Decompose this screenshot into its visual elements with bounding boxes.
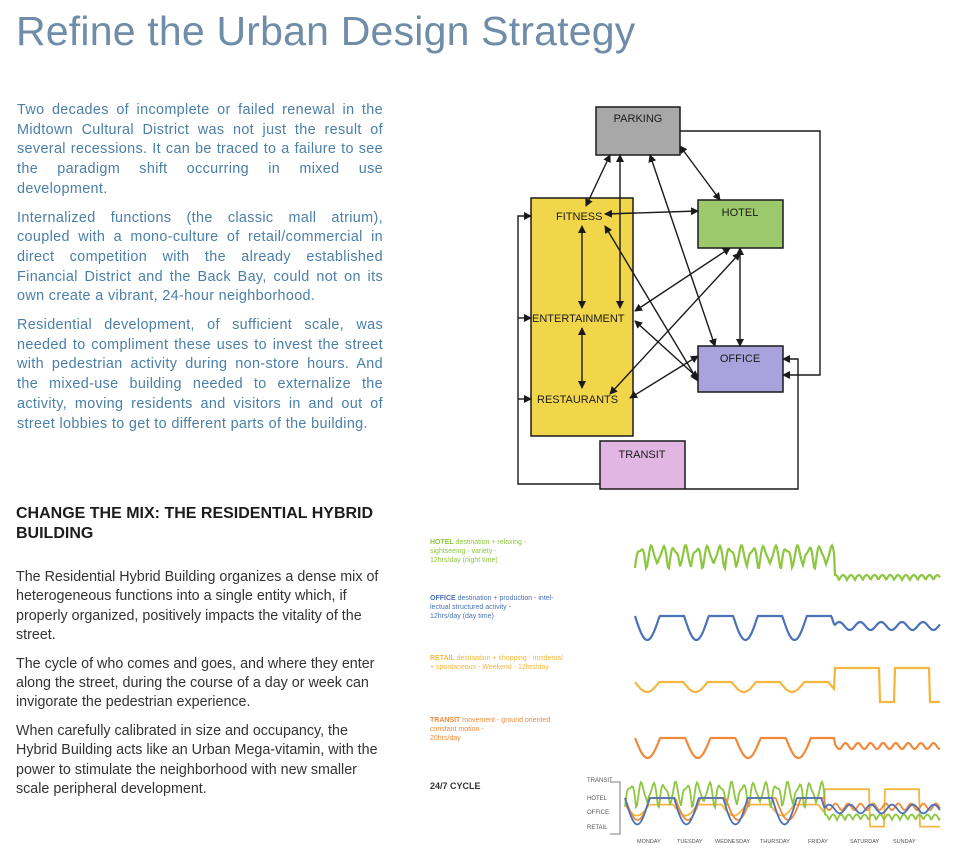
day-label: MONDAY: [637, 839, 661, 845]
hotel-cycle-row: [430, 539, 940, 580]
loop-line-parking-office: [680, 131, 820, 375]
cycle-24-7-label: 24/7 CYCLE: [430, 781, 481, 791]
transit-cycle-title: TRANSIT movement - ground oriented: [430, 717, 551, 724]
day-label: SUNDAY: [893, 839, 916, 845]
retail-cycle-wave: [635, 668, 940, 702]
transit-cycle-row: [430, 717, 940, 758]
day-label: TUESDAY: [677, 839, 703, 845]
intro-text: [17, 101, 383, 443]
office-label: OFFICE: [719, 353, 761, 365]
page-title: Refine the Urban Design Strategy: [16, 8, 636, 54]
hotel-cycle-title: HOTEL destination + relaxing -: [430, 539, 527, 546]
legend-retail: RETAIL: [587, 825, 608, 831]
day-label: THURSDAY: [760, 839, 790, 845]
hotel-cycle-desc: sightseeing - variety -: [430, 548, 497, 555]
occupancy-cycle-chart: [415, 520, 960, 852]
intro-paragraph: Two decades of incomplete or failed renewal in the Midtown Cultural District was not just the result of several recessions. It can be traced to a failure to see the paradigm shift occurring in mixed use development.: [17, 102, 383, 197]
hotel-label: HOTEL: [721, 207, 759, 219]
intro-paragraph: Internalized functions (the classic mall atrium), coupled with a mono-culture of retail/commercial in direct competition with the already established Financial District and the Back Bay, could not on its own create a vibrant, 24-hour neighborhood.: [17, 209, 383, 305]
transit-cycle-desc: constant motion -: [430, 726, 484, 733]
retail-cycle-title: RETAIL destination + shopping - incidental: [430, 655, 563, 662]
legend-bracket: [610, 782, 620, 834]
office-cycle-wave: [635, 616, 940, 640]
body-paragraph: The cycle of who comes and goes, and where they enter along the street, during the course of a day or week can invigorate the pedestrian experience.: [16, 655, 375, 711]
retail-cycle-row: [430, 655, 940, 702]
section-heading: CHANGE THE MIX: THE RESIDENTIAL HYBRID BUILDING: [16, 505, 374, 542]
parking-label: PARKING: [613, 113, 663, 125]
retail-cycle-desc: + spontaneous - Weekend - 12hrs/day: [430, 664, 549, 671]
body-paragraph: When carefully calibrated in size and occupancy, the Hybrid Building acts like an Urban Mega-vitamin, with the power to stimulate the neighborhood with new smaller scale peripheral development.: [16, 722, 378, 798]
program-relationship-diagram: [500, 96, 840, 498]
legend-office: OFFICE: [587, 810, 609, 816]
transit-label: TRANSIT: [618, 449, 666, 461]
hotel-cycle-desc: 12hrs/day (night time): [430, 557, 498, 564]
office-cycle-desc: 12hrs/day (day time): [430, 613, 494, 620]
legend-hotel: HOTEL: [587, 796, 608, 802]
body-paragraph: The Residential Hybrid Building organizes a dense mix of heterogeneous functions into a single entity which, if properly organized, positively impacts the vitality of the street.: [16, 569, 379, 644]
office-cycle-row: [430, 595, 940, 640]
entertainment-label: ENTERTAINMENT: [532, 313, 625, 325]
fitness-label: FITNESS: [556, 211, 603, 223]
hotel-cycle-wave: [635, 545, 940, 580]
office-cycle-title: OFFICE destination + production - intel-: [430, 595, 554, 602]
office-cycle-desc: lectual structured activity -: [430, 604, 511, 611]
day-label: WEDNESDAY: [715, 839, 751, 845]
arrow-parking-hotel: [680, 146, 720, 200]
legend-transit: TRANSIT: [587, 778, 613, 784]
transit-cycle-desc: 20hrs/day: [430, 735, 461, 742]
restaurants-label: RESTAURANTS: [537, 394, 619, 406]
day-label: SATURDAY: [850, 839, 880, 845]
arrow-restaurants-office: [630, 356, 698, 398]
day-label: FRIDAY: [808, 839, 828, 845]
intro-paragraph: Residential development, of sufficient scale, was needed to compliment these uses to invest the street with pedestrian activity during non-store hours. And the mixed-use building needed to externalize the activity, moving residents and visitors in and out of street lobbies to get to different parts of the building.: [17, 317, 383, 432]
body-text: [16, 568, 386, 808]
transit-cycle-wave: [635, 738, 940, 758]
